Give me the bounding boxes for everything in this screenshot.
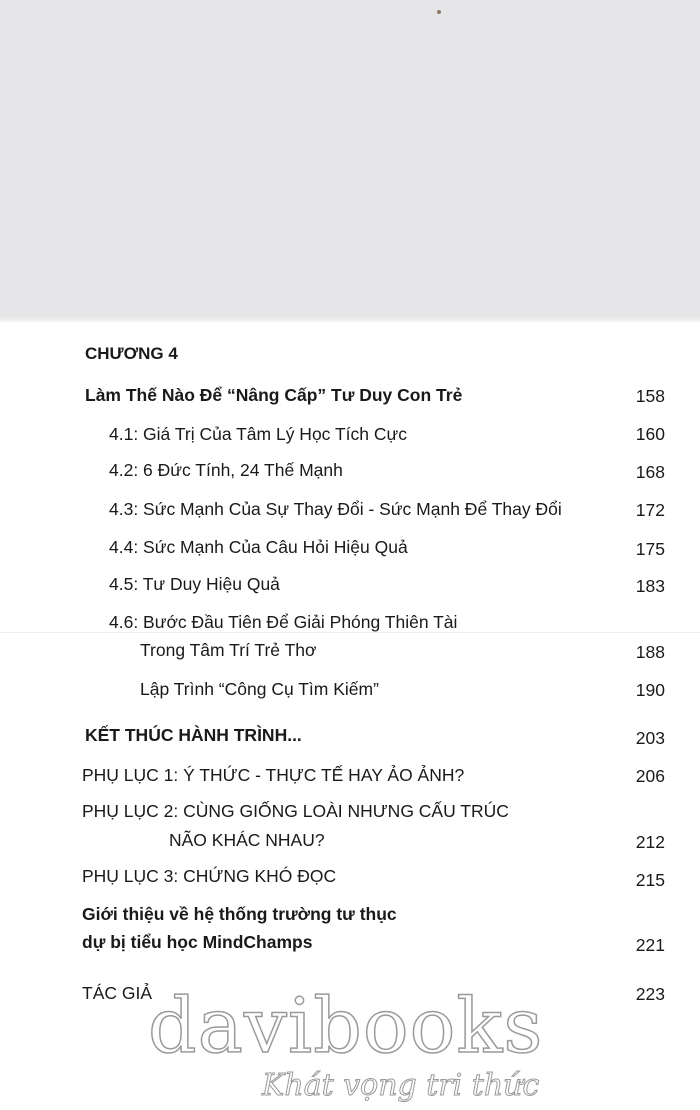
page-number: 172 bbox=[635, 500, 665, 520]
toc-entry: PHỤ LỤC 2: CÙNG GIỐNG LOÀI NHƯNG CẤU TRÚC bbox=[82, 801, 509, 821]
page-number: 183 bbox=[635, 576, 665, 596]
toc-entry-continuation: Trong Tâm Trí Trẻ Thơ bbox=[140, 640, 317, 660]
toc-entry: PHỤ LỤC 3: CHỨNG KHÓ ĐỌC bbox=[82, 866, 337, 886]
page-number: 168 bbox=[635, 462, 665, 482]
page-number: 190 bbox=[635, 680, 665, 700]
watermark-brand: davibooks bbox=[148, 981, 544, 1070]
chapter-label: CHƯƠNG 4 bbox=[85, 344, 178, 363]
page-number: 215 bbox=[635, 870, 665, 890]
toc-entry: Lập Trình “Công Cụ Tìm Kiếm” bbox=[140, 679, 379, 699]
toc-entry: TÁC GIẢ bbox=[82, 983, 153, 1003]
toc-entry: 4.4: Sức Mạnh Của Câu Hỏi Hiệu Quả bbox=[109, 537, 408, 557]
chapter-title: Làm Thế Nào Để “Nâng Cấp” Tư Duy Con Trẻ bbox=[85, 385, 463, 405]
toc-entry: 4.1: Giá Trị Của Tâm Lý Học Tích Cực bbox=[109, 424, 407, 444]
page-number: 221 bbox=[635, 935, 665, 955]
page-number: 175 bbox=[635, 539, 665, 559]
toc-entry-continuation: NÃO KHÁC NHAU? bbox=[169, 830, 325, 850]
toc-entry: 4.2: 6 Đức Tính, 24 Thế Mạnh bbox=[109, 460, 343, 480]
toc-entry: 4.6: Bước Đầu Tiên Để Giải Phóng Thiên Tài bbox=[109, 612, 458, 632]
page-number: 160 bbox=[635, 424, 665, 444]
page-number: 203 bbox=[635, 728, 665, 748]
page-number: 206 bbox=[635, 766, 665, 786]
page-number: 158 bbox=[635, 386, 665, 406]
toc-heading: KẾT THÚC HÀNH TRÌNH... bbox=[85, 725, 302, 745]
page-number: 223 bbox=[635, 984, 665, 1004]
toc-entry: 4.3: Sức Mạnh Của Sự Thay Đổi - Sức Mạnh Để Thay Đổi bbox=[109, 499, 562, 519]
watermark-tagline: Khát vọng tri thức bbox=[262, 1068, 540, 1103]
toc-heading-continuation: dự bị tiểu học MindChamps bbox=[82, 932, 313, 952]
toc-entry: 4.5: Tư Duy Hiệu Quả bbox=[109, 574, 280, 594]
toc-heading: Giới thiệu về hệ thống trường tư thục bbox=[82, 904, 397, 924]
toc-entry: PHỤ LỤC 1: Ý THỨC - THỰC TẾ HAY ẢO ẢNH? bbox=[82, 765, 465, 785]
page-number: 212 bbox=[635, 832, 665, 852]
page-number: 188 bbox=[635, 642, 665, 662]
